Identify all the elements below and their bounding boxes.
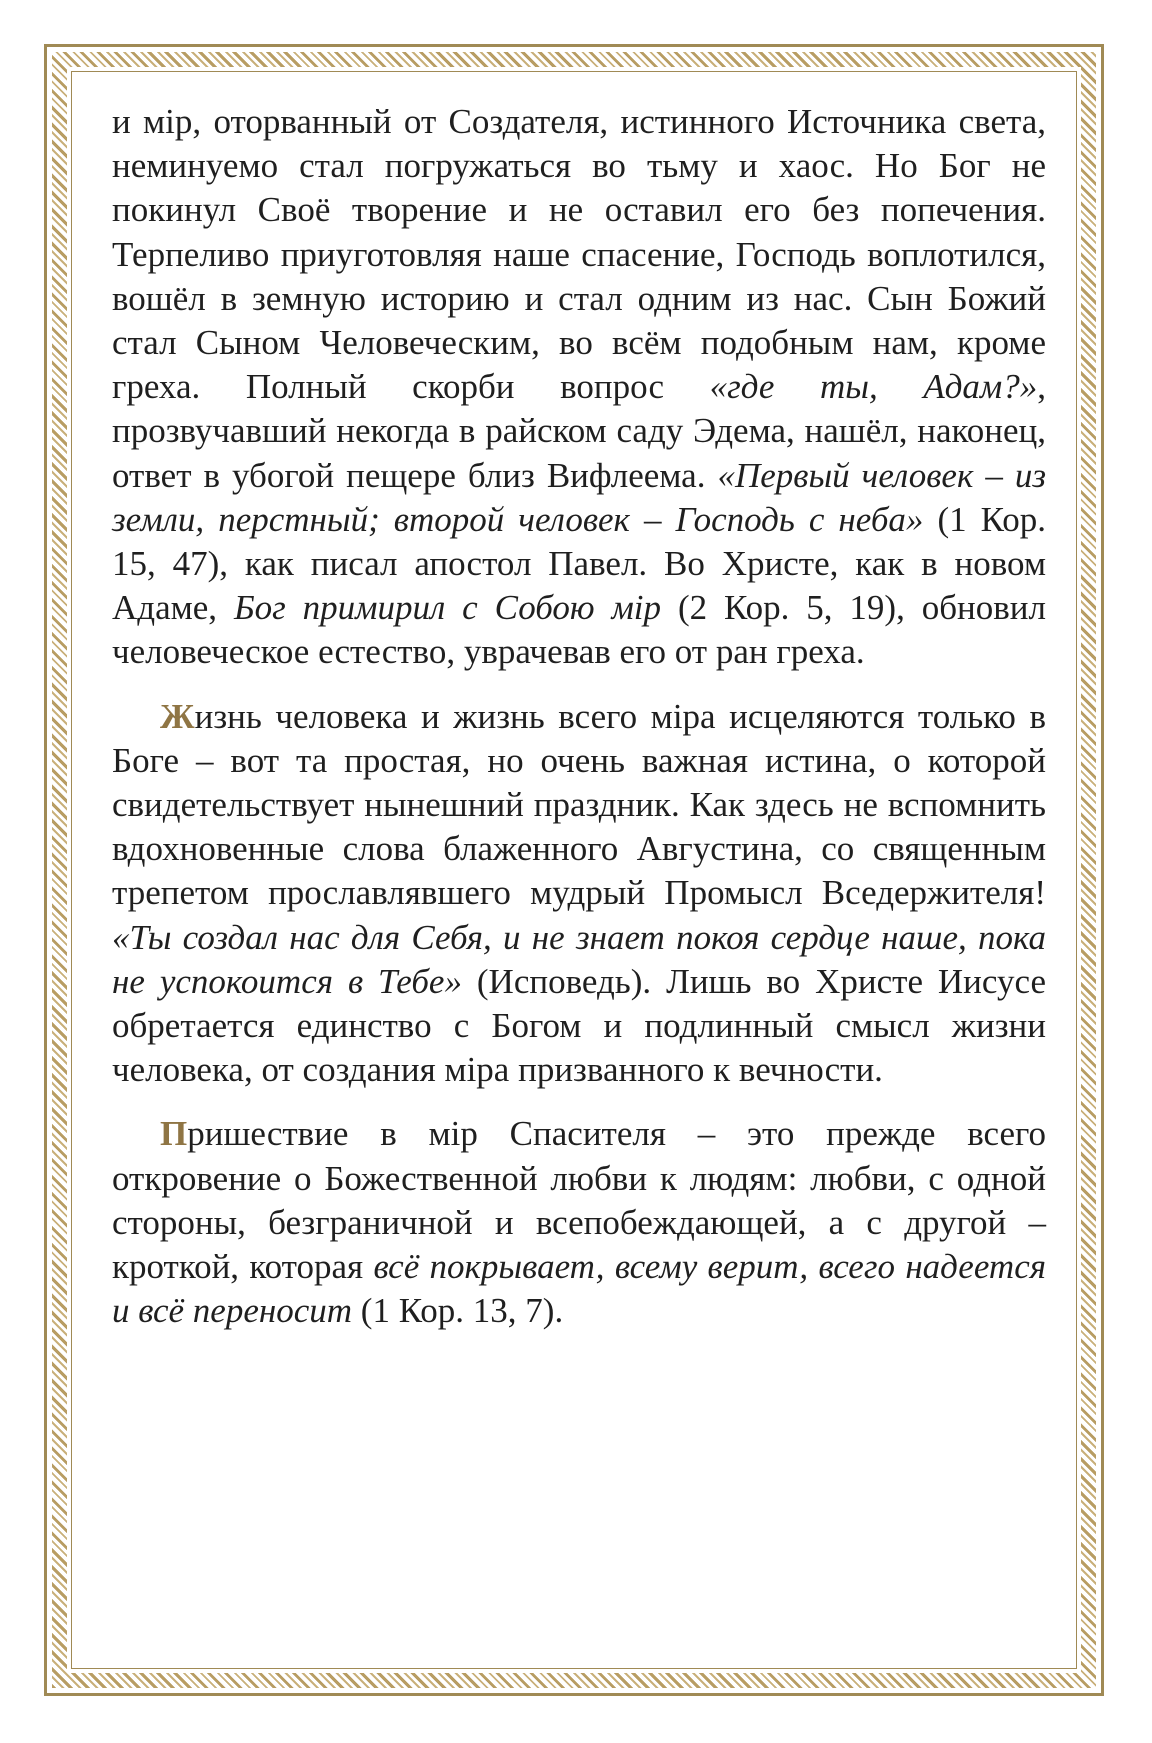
quote-run: «Первый человек – из земли, перстный; второй человек – Господь с неба» [112, 455, 1046, 539]
text-run: (1 Кор. 15, 47), как писал апостол Павел. Во Христе, как в новом Адаме, [112, 499, 1046, 628]
page-text [112, 100, 1046, 1353]
initial-letter: П [160, 1114, 188, 1154]
quote-run: «где ты, Адам?» [709, 367, 1038, 407]
quote-run: всё покрывает, всему верит, всего надеется и всё переносит [112, 1247, 1046, 1331]
paragraph-2 [112, 695, 1046, 1093]
text-run: ришествие в мір Спасителя – это прежде всего откровение о Божественной любви к людям: любви, с одной стороны, безграничной и всепобеждающей, а с другой – кроткой, которая [112, 1114, 1046, 1287]
paragraph-3 [112, 1112, 1046, 1333]
text-run: изнь человека и жизнь всего міра исцеляются только в Боге – вот та простая, но очень важная истина, о которой свидетельствует нынешний праздник. Как здесь не вспомнить вдохновенные слова блаженного Августина, со священным трепетом прославлявшего мудрый Промысл Вседержителя! [112, 696, 1046, 913]
initial-letter: Ж [160, 696, 195, 736]
text-run: (Исповедь). Лишь во Христе Иисусе обретается единство с Богом и подлинный смысл жизни человека, от создания міра призванного к вечности. [112, 961, 1046, 1090]
text-run: и мір, оторванный от Создателя, истинного Источника света, неминуемо стал погружаться во тьму и хаос. Но Бог не покинул Своё творение и не оставил его без попечения. Терпеливо приуготовляя наше спасение, Господь воплотился, вошёл в земную историю и стал одним из нас. Сын Божий стал Сыном Человеческим, во всём подобным нам, кроме греха. Полный скорби вопрос [112, 102, 1046, 407]
quote-run: «Ты создал нас для Себя, и не знает покоя сердце наше, пока не успокоится в Тебе» [112, 917, 1046, 1001]
quote-run: Бог примирил с Собою мір [233, 588, 662, 628]
text-run: (1 Кор. 13, 7). [352, 1291, 564, 1331]
text-run: (2 Кор. 5, 19), обновил человеческое естество, уврачевав его от ран греха. [112, 588, 1046, 672]
text-run: , прозвучавший некогда в райском саду Эдема, нашёл, наконец, ответ в убогой пещере близ Вифлеема. [112, 367, 1046, 495]
paragraph-1 [112, 100, 1046, 675]
